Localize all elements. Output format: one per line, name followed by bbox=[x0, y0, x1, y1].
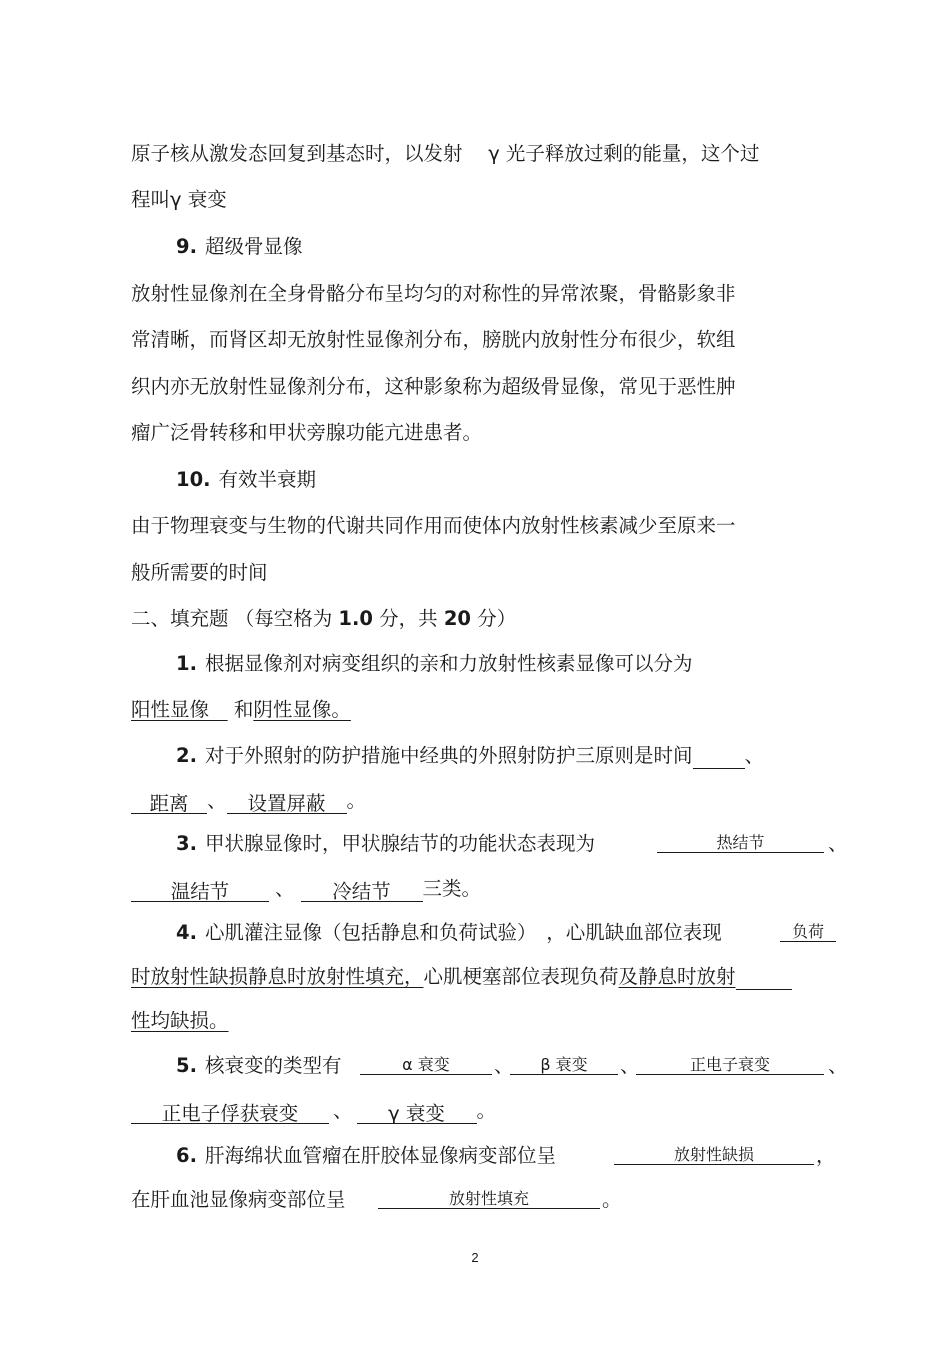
score-value: 1.0 bbox=[338, 607, 373, 630]
answer-blank: β 衰变 bbox=[510, 1052, 618, 1075]
question-text: 甲状腺显像时，甲状腺结节的功能状态表现为 bbox=[204, 832, 595, 855]
question-text: 肝海绵状血管瘤在肝胶体显像病变部位呈 bbox=[204, 1144, 556, 1167]
answer-blank: 设置屏蔽 bbox=[227, 791, 347, 814]
text: 、 bbox=[828, 1054, 848, 1077]
answer-blank: 距离 bbox=[131, 791, 207, 814]
text-line bbox=[131, 327, 736, 353]
text: 、 bbox=[620, 1054, 640, 1077]
text-line bbox=[131, 141, 759, 167]
answer-blank: 正电子衰变 bbox=[636, 1052, 824, 1075]
text-line bbox=[131, 187, 227, 213]
text: 放射性显像剂在全身骨骼分布呈均匀的对称性的异常浓聚，骨骼影象非 bbox=[131, 282, 736, 305]
text-line bbox=[131, 560, 268, 586]
text: 原子核从激发态回复到基态时，以发射 γ 光子释放过剩的能量，这个过 bbox=[131, 142, 760, 165]
text: 、 bbox=[744, 744, 765, 767]
question-number: 6. bbox=[176, 1144, 197, 1167]
answer-line bbox=[131, 964, 792, 990]
heading-text: 分，共 bbox=[372, 607, 444, 630]
separator bbox=[828, 831, 848, 857]
answer-blank: γ 衰变 bbox=[357, 1101, 477, 1124]
answer-underline bbox=[736, 969, 792, 990]
answer-line bbox=[131, 697, 351, 723]
question-text: 在肝血池显像病变部位呈 bbox=[131, 1188, 346, 1211]
separator bbox=[828, 1053, 848, 1079]
answer-blank: 正电子俘获衰变 bbox=[131, 1101, 329, 1124]
text: 三类。 bbox=[422, 877, 482, 900]
text-line bbox=[131, 281, 736, 307]
answer-line bbox=[131, 1008, 229, 1034]
question-4 bbox=[176, 920, 722, 946]
text-line bbox=[131, 374, 736, 400]
answer-text: 时放射性缺损静息时放射性填充， bbox=[131, 965, 424, 988]
answer-blank: 热结节 bbox=[657, 830, 824, 853]
question-5 bbox=[176, 1053, 342, 1079]
separator bbox=[816, 1143, 836, 1169]
question-text: 对于外照射的防护措施中经典的外照射防护三原则是时间 bbox=[204, 744, 693, 767]
answer-blank: 放射性缺损 bbox=[614, 1142, 814, 1165]
answer-blank: 放射性填充 bbox=[378, 1186, 600, 1209]
text: 织内亦无放射性显像剂分布，这种影象称为超级骨显像，常见于恶性肿 bbox=[131, 375, 736, 398]
question-number: 5. bbox=[176, 1054, 197, 1077]
question-number: 4. bbox=[176, 921, 197, 944]
text: 。 bbox=[602, 1188, 622, 1211]
text: 、 bbox=[275, 877, 295, 900]
question-2 bbox=[176, 743, 764, 769]
separator bbox=[602, 1187, 622, 1213]
item-number: 9. bbox=[176, 235, 197, 258]
question-6 bbox=[176, 1143, 556, 1169]
page-number: 2 bbox=[471, 1250, 479, 1265]
text: 般所需要的时间 bbox=[131, 561, 268, 584]
text-line bbox=[131, 420, 482, 446]
answer-blank: 温结节 bbox=[131, 879, 269, 902]
text: 、 bbox=[207, 789, 227, 812]
answer-text: 性均缺损。 bbox=[131, 1009, 229, 1032]
heading-text: 分） bbox=[471, 607, 517, 630]
question-number: 3. bbox=[176, 832, 197, 855]
answer-line bbox=[131, 1187, 346, 1213]
question-text: 核衰变的类型有 bbox=[204, 1054, 342, 1077]
question-number: 1. bbox=[176, 652, 197, 675]
question-3 bbox=[176, 831, 595, 857]
answer-line bbox=[131, 1098, 496, 1124]
question-text: 心肌灌注显像（包括静息和负荷试验） ，心肌缺血部位表现 bbox=[204, 921, 722, 944]
text: 心肌梗塞部位表现负荷 bbox=[423, 965, 619, 988]
answer-line bbox=[131, 876, 481, 902]
text: 。 bbox=[476, 1099, 497, 1122]
empty-blank bbox=[693, 746, 745, 769]
text: 。 bbox=[346, 789, 367, 812]
answer-text: 及静息时放射 bbox=[618, 965, 736, 988]
question-text: 根据显像剂对病变组织的亲和力放射性核素显像可以分为 bbox=[204, 652, 693, 675]
answer-blank: 阴性显像。 bbox=[253, 698, 351, 721]
text: 、 bbox=[494, 1054, 514, 1077]
answer-blank: 阳性显像 bbox=[131, 698, 210, 721]
text: 由于物理衰变与生物的代谢共同作用而使体内放射性核素减少至原来一 bbox=[131, 514, 736, 537]
term-heading-10 bbox=[176, 467, 316, 493]
answer-blank: 负荷 bbox=[780, 919, 836, 942]
item-number: 10. bbox=[176, 468, 211, 491]
answer-line bbox=[131, 788, 366, 814]
answer-blank: 冷结节 bbox=[301, 879, 423, 902]
section-heading bbox=[131, 606, 516, 632]
heading-text: 二、填充题 （每空格为 bbox=[131, 607, 339, 630]
total-value: 20 bbox=[443, 607, 471, 630]
text: 、 bbox=[333, 1099, 353, 1122]
question-1 bbox=[176, 651, 693, 677]
answer-blank: α 衰变 bbox=[360, 1052, 492, 1075]
question-number: 2. bbox=[176, 744, 197, 767]
text: 程叫γ 衰变 bbox=[131, 188, 227, 211]
term-title: 有效半衰期 bbox=[218, 468, 317, 491]
text: 常清晰，而肾区却无放射性显像剂分布，膀胱内放射性分布很少，软组 bbox=[131, 328, 736, 351]
text: ， bbox=[816, 1144, 836, 1167]
text: 、 bbox=[828, 832, 848, 855]
term-title: 超级骨显像 bbox=[204, 235, 303, 258]
text: 和 bbox=[233, 698, 254, 721]
term-heading-9 bbox=[176, 234, 303, 260]
text-line bbox=[131, 513, 736, 539]
text: 瘤广泛骨转移和甲状旁腺功能亢进患者。 bbox=[131, 421, 483, 444]
